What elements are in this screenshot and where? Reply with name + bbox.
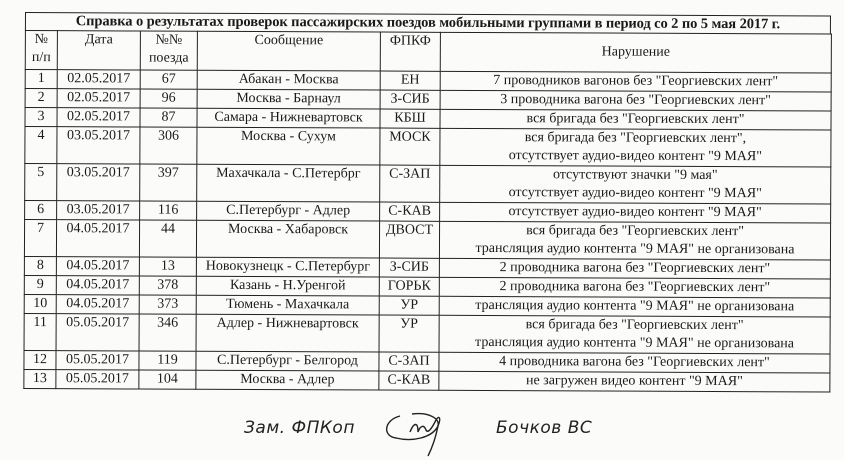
- row-num: 9: [24, 275, 56, 294]
- row-violation: [439, 315, 830, 354]
- row-num: 5: [25, 164, 57, 201]
- row-date: 03.05.2017: [57, 201, 140, 220]
- violation-line: вся бригада без "Георгиевских лент": [526, 111, 745, 128]
- row-date: 05.05.2017: [56, 370, 139, 389]
- row-fpkf: КБШ: [380, 109, 440, 128]
- table-row: [24, 369, 830, 392]
- violation-line: 3 проводника вагона без "Георгиевских лент": [500, 92, 771, 109]
- row-train: 96: [140, 89, 197, 108]
- table-header-row: [25, 31, 831, 74]
- row-num: 11: [24, 313, 56, 350]
- row-fpkf: УР: [379, 296, 439, 315]
- row-fpkf: С-ЗАП: [380, 165, 440, 202]
- header-fpkf: ФПКФ: [380, 32, 440, 71]
- row-train: 397: [140, 164, 197, 201]
- row-date: 04.05.2017: [56, 257, 139, 276]
- row-train: 104: [139, 370, 196, 389]
- row-train: 346: [139, 314, 196, 351]
- row-route: Адлер - Нижневартовск: [196, 314, 379, 352]
- row-violation: [440, 165, 831, 204]
- row-route: Махачкала - С.Петербрг: [197, 164, 380, 202]
- table-row: [24, 313, 830, 354]
- row-fpkf: З-СИБ: [379, 258, 439, 277]
- violation-line: 4 проводника вагона без "Георгиевских лент": [499, 354, 770, 371]
- row-num: 1: [25, 70, 57, 89]
- row-violation: [439, 258, 830, 279]
- violation-line: отсутствует аудио-видео контент "9 МАЯ": [508, 204, 762, 221]
- header-route: Сообщение: [197, 31, 380, 71]
- row-route: Москва - Хабаровск: [196, 220, 379, 258]
- violation-line: не загружен видео контент "9 МАЯ": [525, 373, 743, 390]
- row-route: Новокузнецк - С.Петербург: [196, 257, 379, 277]
- violation-line: вся бригада без "Георгиевских лент",: [524, 130, 747, 147]
- row-fpkf: ГОРЬК: [379, 277, 439, 296]
- violation-line: вся бригада без "Георгиевских лент": [525, 317, 744, 334]
- row-route: Казань - Н.Уренгой: [196, 276, 379, 296]
- row-violation: [439, 352, 830, 373]
- row-train: 44: [139, 220, 196, 257]
- signature-name: Бочков ВС: [496, 418, 593, 438]
- row-train: 378: [139, 276, 196, 295]
- row-fpkf: С-КАВ: [380, 202, 440, 221]
- signature-block: [244, 408, 604, 458]
- header-num: № п/п: [25, 31, 57, 70]
- row-route: Абакан - Москва: [197, 70, 380, 90]
- header-train: №№ поезда: [140, 31, 197, 70]
- row-num: 12: [24, 350, 56, 369]
- row-fpkf: МОСК: [380, 128, 440, 165]
- row-num: 10: [24, 294, 56, 313]
- row-train: 116: [140, 201, 197, 220]
- row-fpkf: С-ЗАП: [379, 352, 439, 371]
- row-num: 7: [24, 220, 56, 257]
- header-date: Дата: [57, 31, 140, 70]
- violation-line: 7 проводников вагонов без "Георгиевских лент": [493, 73, 779, 90]
- row-date: 04.05.2017: [56, 295, 139, 314]
- table-row: [25, 164, 831, 205]
- row-num: 4: [25, 127, 57, 164]
- row-violation: [439, 371, 830, 392]
- row-violation: [439, 221, 830, 260]
- row-date: 02.05.2017: [57, 70, 140, 89]
- row-train: 67: [140, 70, 197, 89]
- violation-line: трансляция аудио контента "9 МАЯ" не организована: [475, 240, 795, 258]
- signature-position: Зам. ФПКоп: [244, 418, 355, 438]
- row-date: 04.05.2017: [56, 220, 139, 257]
- table-row: [25, 127, 831, 168]
- row-num: 6: [25, 201, 57, 220]
- row-date: 03.05.2017: [57, 127, 140, 164]
- row-violation: [440, 90, 831, 111]
- row-date: 05.05.2017: [56, 351, 139, 370]
- table-row: [24, 220, 830, 261]
- row-route: Москва - Адлер: [196, 370, 379, 390]
- row-fpkf: УР: [379, 315, 439, 352]
- violation-line: отсутствует аудио-видео контент "9 МАЯ": [508, 185, 762, 202]
- row-route: С.Петербург - Белгород: [196, 351, 379, 371]
- row-fpkf: ДВОСТ: [379, 221, 439, 258]
- row-route: Москва - Барнаул: [197, 89, 380, 109]
- row-route: Самара - Нижневартовск: [197, 108, 380, 128]
- violation-line: трансляция аудио контента "9 МАЯ" не организована: [475, 334, 795, 352]
- violation-line: трансляция аудио контента "9 МАЯ" не организована: [475, 297, 795, 315]
- violation-line: отсутствуют значки "9 мая": [552, 167, 718, 184]
- row-fpkf: ЕН: [380, 71, 440, 90]
- document-title: Справка о результатах проверок пассажирских поездов мобильными группами в период со 2 по 5 мая 2017 г.: [25, 12, 831, 34]
- row-train: 306: [140, 127, 197, 164]
- handwritten-signature-icon: [382, 408, 462, 458]
- row-fpkf: С-КАВ: [379, 371, 439, 390]
- violation-line: отсутствует аудио-видео контент "9 МАЯ": [508, 148, 763, 165]
- violation-line: 2 проводника вагона без "Георгиевских лент": [499, 279, 771, 296]
- row-violation: [440, 71, 831, 92]
- row-num: 13: [24, 369, 56, 388]
- row-date: 02.05.2017: [57, 108, 140, 127]
- row-date: 03.05.2017: [57, 164, 140, 201]
- row-train: 373: [139, 295, 196, 314]
- violation-line: вся бригада без "Георгиевских лент": [526, 223, 745, 240]
- row-violation: [440, 128, 831, 167]
- header-violation: Нарушение: [440, 32, 831, 73]
- inspection-table: [23, 30, 832, 393]
- row-train: 13: [139, 257, 196, 276]
- row-num: 3: [25, 108, 57, 127]
- row-date: 02.05.2017: [57, 89, 140, 108]
- row-violation: [439, 277, 830, 298]
- row-num: 2: [25, 89, 57, 108]
- row-train: 87: [140, 108, 197, 127]
- row-date: 04.05.2017: [56, 276, 139, 295]
- row-violation: [439, 296, 830, 317]
- row-fpkf: З-СИБ: [380, 90, 440, 109]
- row-date: 05.05.2017: [56, 314, 139, 351]
- row-train: 119: [139, 351, 196, 370]
- row-route: Москва - Сухум: [197, 127, 380, 165]
- row-route: С.Петербург - Адлер: [197, 201, 380, 221]
- row-violation: [440, 109, 831, 130]
- violation-line: 2 проводника вагона без "Георгиевских лент": [499, 260, 771, 277]
- table-body: [24, 70, 831, 393]
- row-route: Тюмень - Махачкала: [196, 295, 379, 315]
- report-sheet: [23, 12, 831, 393]
- row-violation: [440, 202, 831, 223]
- row-num: 8: [24, 256, 56, 275]
